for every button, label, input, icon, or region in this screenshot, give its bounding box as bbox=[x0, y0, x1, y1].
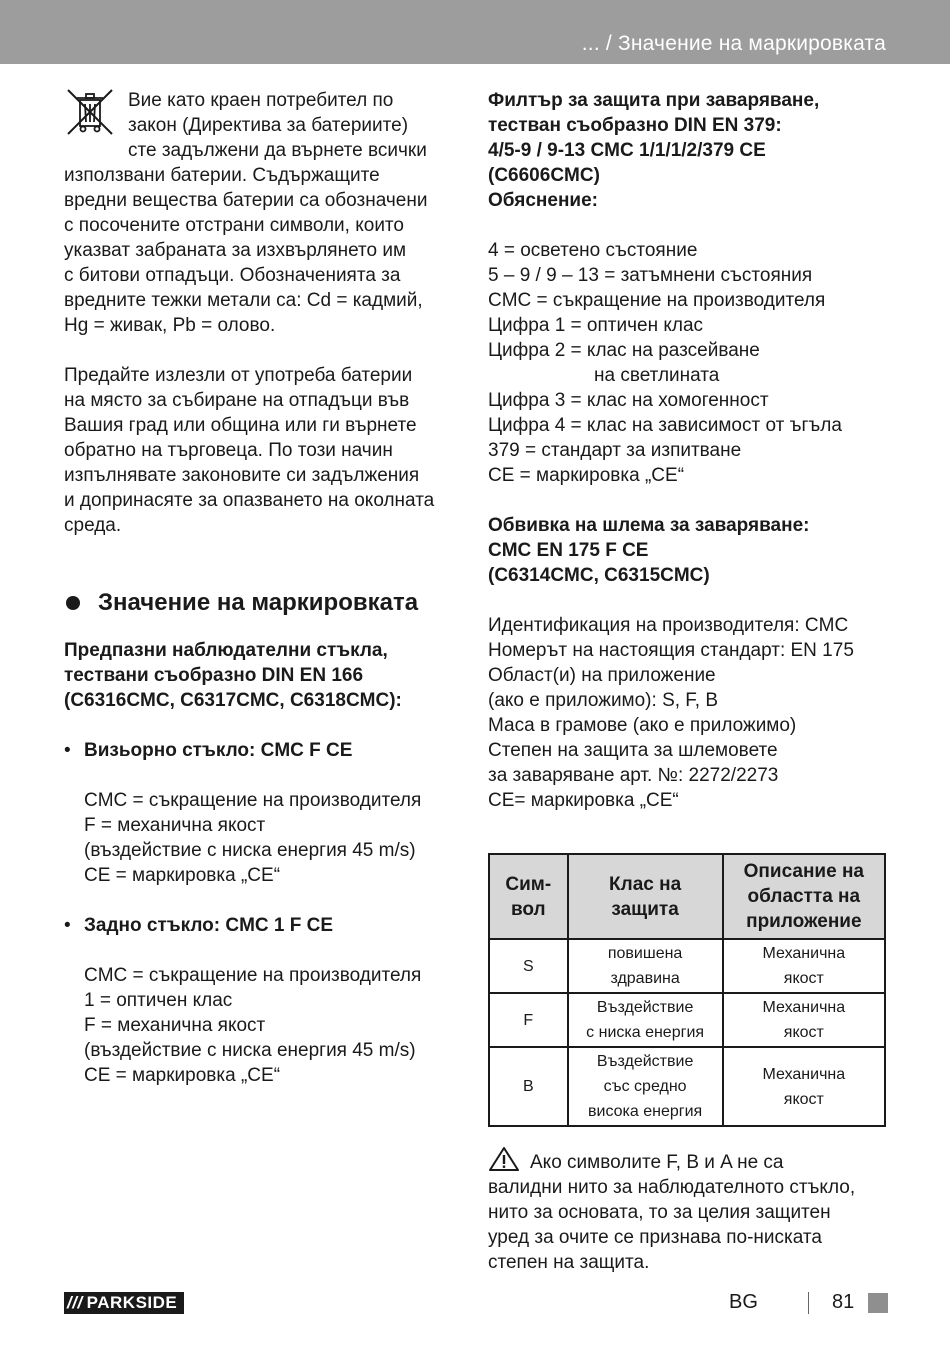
bullet-dot-icon bbox=[66, 596, 80, 610]
bullet-marker: • bbox=[64, 915, 71, 936]
text-line: 5 – 9 / 9 – 13 = затъмнени състояния bbox=[488, 265, 813, 286]
text-line: среда. bbox=[64, 515, 122, 536]
table-header-row bbox=[489, 854, 885, 939]
back-glass-explanation bbox=[64, 963, 464, 1088]
text-line: (въздействие с ниска енергия 45 m/s) bbox=[84, 840, 416, 861]
text-line: Вие като краен потребител по bbox=[128, 90, 394, 111]
bullet-marker: • bbox=[64, 740, 71, 761]
text-line: CMC = съкращение на производителя bbox=[488, 290, 826, 311]
warning-block bbox=[488, 1146, 888, 1275]
cell-line: висока енергия bbox=[588, 1103, 703, 1120]
page-header bbox=[0, 0, 950, 64]
text-line: тестван съобразно DIN EN 379: bbox=[488, 115, 782, 136]
cell-line: здравина bbox=[610, 970, 680, 987]
text-line: степен на защита. bbox=[488, 1252, 650, 1273]
page-number: 81 bbox=[832, 1291, 855, 1313]
cell-line: защита bbox=[611, 898, 679, 920]
cell-symbol: F bbox=[489, 993, 568, 1047]
cell-line: повишена bbox=[607, 945, 683, 962]
filter-heading bbox=[488, 88, 888, 213]
text-line: CE = маркировка „CE“ bbox=[488, 465, 685, 486]
header-protection-class bbox=[568, 854, 723, 939]
cell-line: Сим- bbox=[505, 873, 552, 895]
text-line: валидни нито за наблюдателното стъкло, bbox=[488, 1177, 856, 1198]
text-line: уред за очите се признава по-ниската bbox=[488, 1227, 822, 1248]
lenses-heading bbox=[64, 638, 464, 713]
text-line: CMC EN 175 F CE bbox=[488, 540, 649, 561]
cell-application-area bbox=[723, 993, 885, 1047]
visor-glass-explanation bbox=[64, 788, 464, 888]
cell-line: Механична bbox=[762, 945, 846, 962]
header-symbol bbox=[489, 854, 568, 939]
language-code: BG bbox=[729, 1291, 758, 1313]
text-line: Обвивка на шлема за заваряване: bbox=[488, 515, 810, 536]
bullet-visor-glass bbox=[64, 738, 464, 763]
explain-continuation: на светлината bbox=[594, 365, 720, 386]
text-line: сте задължени да върнете всички bbox=[128, 140, 427, 161]
battery-disposal-block bbox=[64, 88, 464, 338]
text-line: CE = маркировка „CE“ bbox=[84, 1065, 281, 1086]
cell-protection-class bbox=[568, 993, 723, 1047]
cell-application-area bbox=[723, 939, 885, 993]
helmet-explanation bbox=[488, 613, 888, 813]
text-line: (ако е приложимо): S, F, B bbox=[488, 690, 719, 711]
text-line: (C6314CMC, C6315CMC) bbox=[488, 565, 710, 586]
cell-line: Описание на bbox=[743, 861, 864, 882]
cell-protection-class bbox=[568, 939, 723, 993]
text-line: на място за събиране на отпадъци във bbox=[64, 390, 410, 411]
bullet-back-glass bbox=[64, 913, 464, 938]
text-line: Маса в грамове (ако е приложимо) bbox=[488, 715, 797, 736]
text-line: Обяснение: bbox=[488, 190, 599, 211]
text-line: Hg = живак, Pb = олово. bbox=[64, 315, 276, 336]
footer-divider bbox=[808, 1292, 809, 1314]
text-line: използвани батерии. Съдържащите bbox=[64, 165, 380, 186]
warning-text bbox=[488, 1175, 888, 1275]
text-line: CMC = съкращение на производителя bbox=[84, 790, 422, 811]
cell-line: вол bbox=[510, 898, 546, 920]
helmet-heading bbox=[488, 513, 888, 588]
text-line: Степен на защита за шлемовете bbox=[488, 740, 778, 761]
text-line: Област(и) на приложение bbox=[488, 665, 716, 686]
cell-line: якост bbox=[783, 1090, 824, 1108]
right-column bbox=[488, 88, 888, 1275]
cell-line: Въздействие bbox=[596, 1053, 694, 1070]
warning-triangle-icon bbox=[488, 1146, 520, 1172]
cell-line: приложение bbox=[746, 911, 862, 932]
text-line: изпълнявате законовите си задължения bbox=[64, 465, 420, 486]
text-line: Цифра 1 = оптичен клас bbox=[488, 315, 704, 336]
cell-symbol: S bbox=[489, 939, 568, 993]
logo-stripes-icon: /// bbox=[67, 1293, 83, 1312]
cell-line: Механична bbox=[762, 1065, 846, 1083]
cell-protection-class bbox=[568, 1047, 723, 1126]
table-row bbox=[489, 1047, 885, 1126]
text-line: вредните тежки метали са: Cd = кадмий, bbox=[64, 290, 423, 311]
table-row bbox=[489, 939, 885, 993]
text-line: 4/5-9 / 9-13 CMC 1/1/1/2/379 CE bbox=[488, 140, 766, 161]
cell-line: якост bbox=[783, 970, 824, 987]
cell-application-area bbox=[723, 1047, 885, 1126]
text-line: Предпазни наблюдателни стъкла, bbox=[64, 640, 388, 661]
text-line: Вашия град или община или ги върнете bbox=[64, 415, 417, 436]
parkside-logo bbox=[64, 1292, 184, 1314]
filter-explanation bbox=[488, 238, 888, 363]
section-title-text: Значение на маркировката bbox=[98, 589, 419, 616]
filter-explanation-cont bbox=[488, 388, 888, 488]
text-line: и допринасяте за опазването на околната bbox=[64, 490, 435, 511]
cell-line: със средно bbox=[603, 1078, 687, 1095]
text-line: за заваряване арт. №: 2272/2273 bbox=[488, 765, 779, 786]
page-marker-square bbox=[868, 1293, 888, 1313]
warning-first-line: Ако символите F, B и A не са bbox=[530, 1152, 784, 1173]
text-line: Цифра 2 = клас на разсейване bbox=[488, 340, 760, 361]
text-line: 4 = осветено състояние bbox=[488, 240, 698, 261]
text-line: CE = маркировка „CE“ bbox=[84, 865, 281, 886]
text-line: Предайте излезли от употреба батерии bbox=[64, 365, 413, 386]
cell-line: Клас на bbox=[609, 873, 682, 895]
text-line: нито за основата, то за целия защитен bbox=[488, 1202, 831, 1223]
text-line: (C6606CMC) bbox=[488, 165, 600, 186]
text-line: с посочените отстрани символи, които bbox=[64, 215, 404, 236]
cell-line: с ниска енергия bbox=[586, 1024, 705, 1041]
text-line: F = механична якост bbox=[84, 815, 266, 836]
bullet-back-title: Задно стъкло: CMC 1 F CE bbox=[84, 915, 334, 936]
header-application-area bbox=[723, 854, 885, 939]
cell-symbol: B bbox=[489, 1047, 568, 1126]
bullet-visor-title: Визьорно стъкло: CMC F CE bbox=[84, 740, 353, 761]
battery-return-text bbox=[64, 363, 464, 538]
brand-name: PARKSIDE bbox=[86, 1293, 178, 1312]
text-line: Идентификация на производителя: CMC bbox=[488, 615, 849, 636]
text-line: закон (Директива за батериите) bbox=[128, 115, 409, 136]
text-line: Номерът на настоящия стандарт: EN 175 bbox=[488, 640, 854, 661]
cell-line: Механична bbox=[762, 999, 846, 1016]
text-line: Филтър за защита при заваряване, bbox=[488, 90, 820, 111]
text-line: указват забраната за изхвърлянето им bbox=[64, 240, 407, 261]
text-line: с битови отпадъци. Обозначенията за bbox=[64, 265, 401, 286]
text-line: вредни вещества батерии са обозначени bbox=[64, 190, 428, 211]
text-line: CMC = съкращение на производителя bbox=[84, 965, 422, 986]
cell-line: Въздействие bbox=[596, 999, 694, 1016]
text-line: тествани съобразно DIN EN 166 bbox=[64, 665, 364, 686]
text-line: CE= маркировка „CE“ bbox=[488, 790, 679, 811]
cell-line: якост bbox=[783, 1024, 824, 1041]
section-title bbox=[64, 588, 464, 618]
text-line: 379 = стандарт за изпитване bbox=[488, 440, 742, 461]
crossed-bin-icon bbox=[64, 86, 116, 138]
text-line: (C6316CMC, C6317CMC, C6318CMC): bbox=[64, 690, 402, 711]
header-title: ... / Значение на маркировката bbox=[581, 32, 886, 55]
text-line: Цифра 3 = клас на хомогенност bbox=[488, 390, 769, 411]
text-line: обратно на търговеца. По този начин bbox=[64, 440, 393, 461]
table-row bbox=[489, 993, 885, 1047]
text-line: Цифра 4 = клас на зависимост от ъгъла bbox=[488, 415, 842, 436]
protection-table bbox=[488, 853, 886, 1127]
left-column bbox=[64, 88, 464, 1088]
text-line: 1 = оптичен клас bbox=[84, 990, 233, 1011]
text-line: (въздействие с ниска енергия 45 m/s) bbox=[84, 1040, 416, 1061]
text-line: F = механична якост bbox=[84, 1015, 266, 1036]
cell-line: областта на bbox=[747, 886, 861, 907]
battery-disposal-text bbox=[64, 88, 464, 338]
